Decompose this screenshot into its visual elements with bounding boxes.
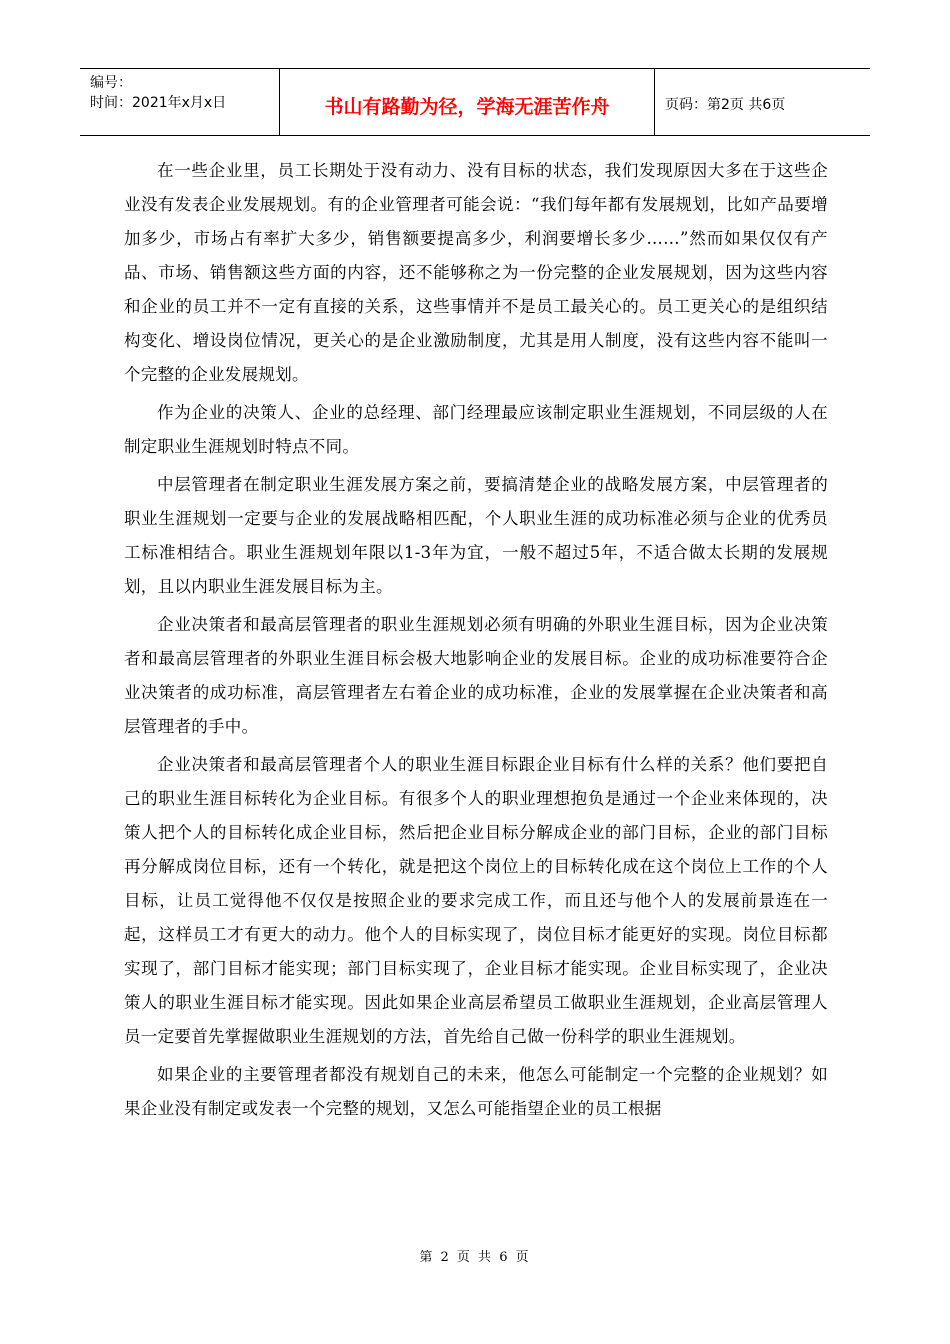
page-header: [80, 68, 870, 136]
body-paragraph: 作为企业的决策人、企业的总经理、部门经理最应该制定职业生涯规划，不同层级的人在制定职业生涯规划时特点不同。: [124, 403, 828, 456]
body-paragraph: 在一些企业里，员工长期处于没有动力、没有目标的状态，我们发现原因大多在于这些企业没有发表企业发展规划。有的企业管理者可能会说：“我们每年都有发展规划，比如产品要增加多少，市场占有率扩大多少，销售额要提高多少，利润要增长多少……”然而如果仅仅有产品、市场、销售额这些方面的内容，还不能够称之为一份完整的企业发展规划，因为这些内容和企业的员工并不一定有直接的关系，这些事情并不是员工最关心的。员工更关心的是组织结构变化、增设岗位情况，更关心的是企业激励制度，尤其是用人制度，没有这些内容不能叫一个完整的企业发展规划。: [124, 161, 828, 384]
header-motto: 书山有路勤为径，学海无涯苦作舟: [280, 69, 655, 135]
body-paragraph: 企业决策者和最高层管理者个人的职业生涯目标跟企业目标有什么样的关系？他们要把自己的职业生涯目标转化为企业目标。有很多个人的职业理想抱负是通过一个企业来体现的，决策人把个人的目标转化成企业目标，然后把企业目标分解成企业的部门目标，企业的部门目标再分解成岗位目标，还有一个转化，就是把这个岗位上的目标转化成在这个岗位上工作的个人目标，让员工觉得他不仅仅是按照企业的要求完成工作，而且还与他个人的发展前景连在一起，这样员工才有更大的动力。他个人的目标实现了，岗位目标才能更好的实现。岗位目标都实现了，部门目标才能实现；部门目标实现了，企业目标才能实现。企业目标实现了，企业决策人的职业生涯目标才能实现。因此如果企业高层希望员工做职业生涯规划，企业高层管理人员一定要首先掌握做职业生涯规划的方法，首先给自己做一份科学的职业生涯规划。: [124, 755, 828, 1046]
body-paragraph: 中层管理者在制定职业生涯发展方案之前，要搞清楚企业的战略发展方案，中层管理者的职业生涯规划一定要与企业的发展战略相匹配，个人职业生涯的成功标准必须与企业的优秀员工标准相结合。职业生涯规划年限以1-3年为宜，一般不超过5年，不适合做太长期的发展规划，且以内职业生涯发展目标为主。: [124, 475, 828, 596]
header-page-number: 页码：第2页 共6页: [665, 97, 786, 113]
document-time-label: 时间：2021年x月x日: [90, 95, 227, 111]
document-body: [124, 154, 828, 1130]
body-paragraph: 如果企业的主要管理者都没有规划自己的未来，他怎么可能制定一个完整的企业规划？如果企业没有制定或发表一个完整的规划，又怎么可能指望企业的员工根据: [124, 1065, 828, 1118]
body-paragraph: 企业决策者和最高层管理者的职业生涯规划必须有明确的外职业生涯目标，因为企业决策者和最高层管理者的外职业生涯目标会极大地影响企业的发展目标。企业的成功标准要符合企业决策者的成功标准，高层管理者左右着企业的成功标准，企业的发展掌握在企业决策者和高层管理者的手中。: [124, 615, 828, 736]
page-footer: 第 2 页 共 6 页: [419, 1250, 531, 1265]
header-info-cell: [80, 69, 280, 135]
document-number-label: 编号：: [90, 75, 132, 91]
